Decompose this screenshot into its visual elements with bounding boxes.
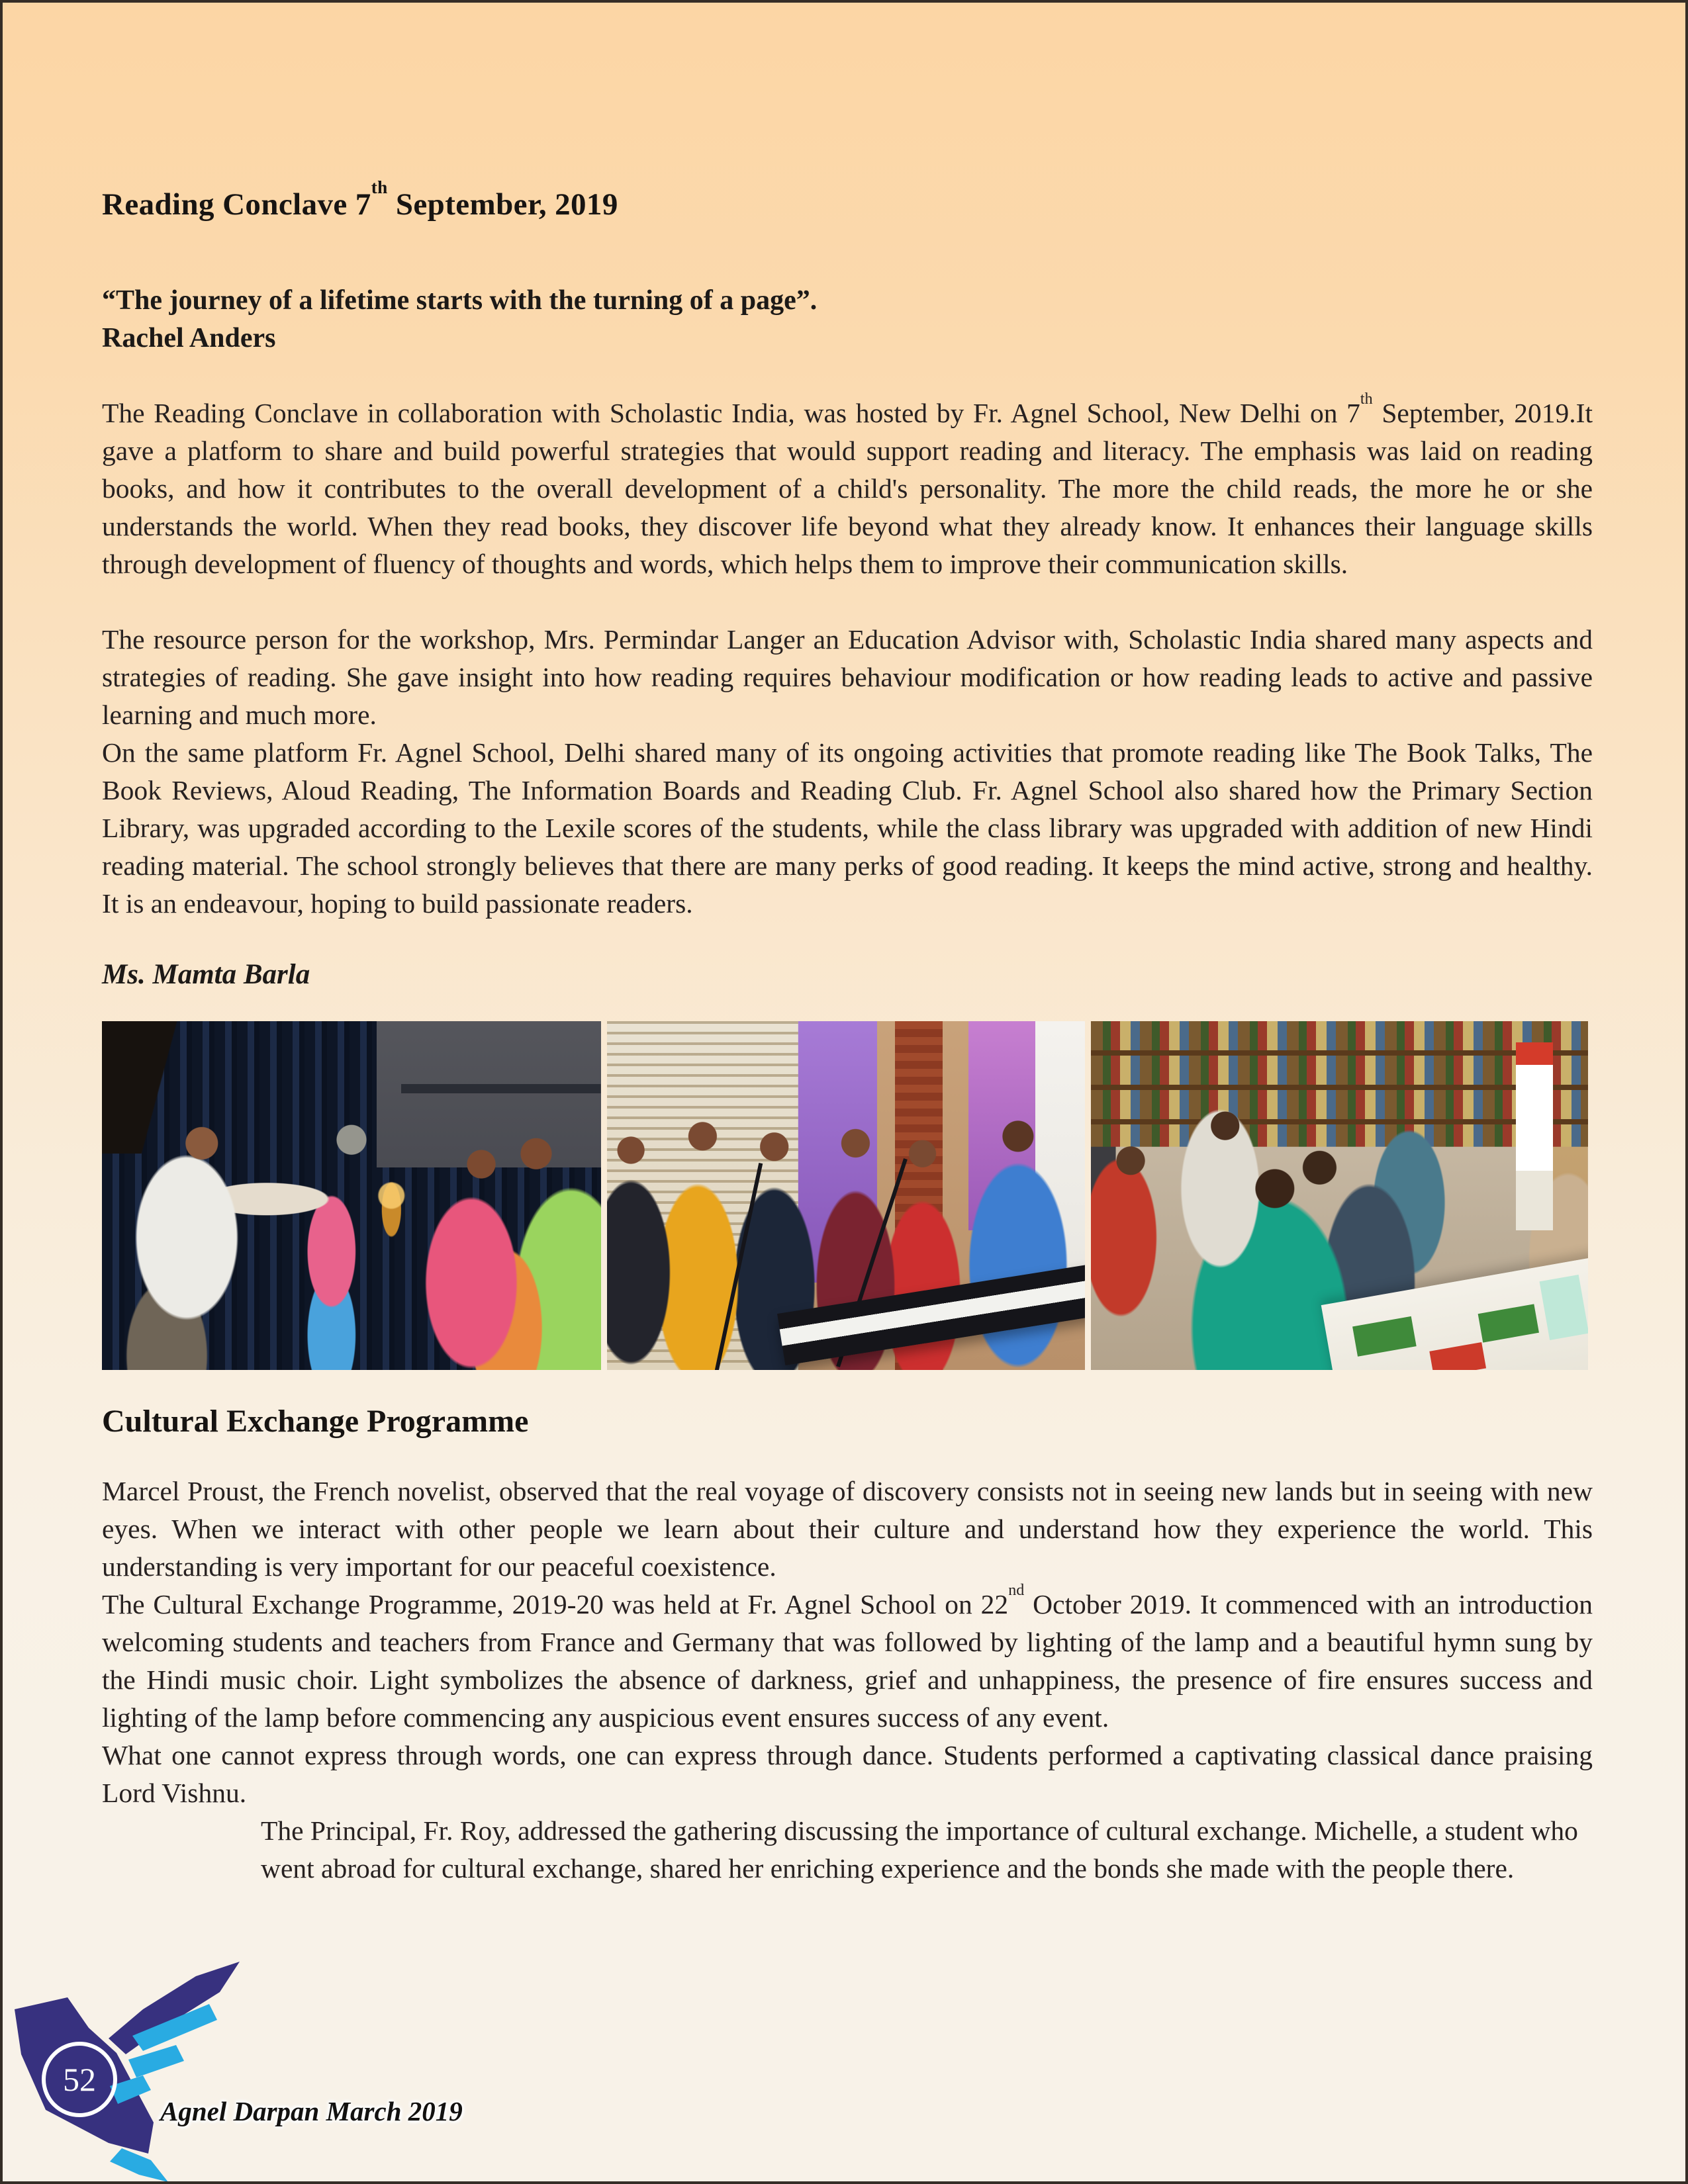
quote-text: “The journey of a lifetime starts with the turning of a page”. [102,285,818,316]
photo-strip [102,1021,1593,1370]
banner-decor [1516,1042,1553,1231]
lamp-lighting-ceremony-photo [102,1021,601,1370]
magazine-footer-title: Agnel Darpan March 2019 [160,2096,463,2126]
keyboard-decor [777,1259,1085,1365]
bird-wing-outline [109,1962,240,2054]
article1-paragraph-1: The Reading Conclave in collaboration with Scholastic India, was hosted by Fr. Agnel School, New Delhi on 7th September, 2019.It gave a platform to share and build powerful strategies that would support reading and literacy. The emphasis was laid on reading books, and how it contributes to the overall development of a child's personality. The more the child reads, the more he or she understands the world. When they read books, they discover life beyond what they already know. It enhances their language skills through development of fluency of thoughts and words, which helps them to improve their communication skills. [102,390,1593,579]
mic-stand-decor [714,1163,763,1370]
article2-paragraph-2: The Principal, Fr. Roy, addressed the gathering discussing the importance of cultural exchange. Michelle, a student who went abroad for cultural exchange, shared her enriching experience and the bonds she made with the people there. [261,1815,1578,1884]
staff-choir-keyboard-photo [607,1021,1085,1370]
article2-paragraph-1: Marcel Proust, the French novelist, observed that the real voyage of discovery consists not in seeing new lands but in seeing with new eyes. When we interact with other people we learn about their culture and understand how they experience the world. This understanding is very important for our peaceful coexistence. The Cultural Exchange Programme, 2019-20 was held at Fr. Agnel School on 22nd October 2019. It commenced with an introduction welcoming students and teachers from France and Germany that was followed by lighting of the lamp and a beautiful hymn sung by the Hindi music choir. Light symbolizes the absence of darkness, grief and unhappiness, the presence of fire ensures success and lighting of the lamp before commencing any auspicious event ensures success of any event. What one cannot express through words, one can express through dance. Students performed a captivating classical dance praising Lord Vishnu. [102,1476,1593,1808]
article1-paragraph-2: The resource person for the workshop, Mrs. Permindar Langer an Education Advisor with, Scholastic India shared many aspects and strategies of reading. She gave insight into how reading requires behaviour modification or how reading leads to active and passive learning and much more. On the same platform Fr. Agnel School, Delhi shared many of its ongoing activities that promote reading like The Book Talks, The Book Reviews, Aloud Reading, The Information Boards and Reading Club. Fr. Agnel School also shared how the Primary Section Library, was upgraded according to the Lexile scores of the students, while the class library was upgraded with addition of new Hindi reading material. The school strongly believes that there are many perks of good reading. It keeps the mind active, strong and healthy. It is an endeavour, hoping to build passionate readers. [102,624,1593,919]
opening-quote [102,282,1593,357]
page-number: 52 [63,2061,96,2098]
quote-author: Rachel Anders [102,323,276,353]
article1-title: Reading Conclave 7th September, 2019 [102,177,618,222]
bird-logo [9,1954,353,2184]
bird-tail [110,2148,168,2182]
library-book-browsing-photo [1091,1021,1588,1370]
article2-title: Cultural Exchange Programme [102,1404,529,1439]
bird-feather-2 [128,2045,184,2077]
book-table-decor [1321,1255,1588,1370]
article1-byline: Ms. Mamta Barla [102,959,310,990]
page-content [3,177,1685,1888]
